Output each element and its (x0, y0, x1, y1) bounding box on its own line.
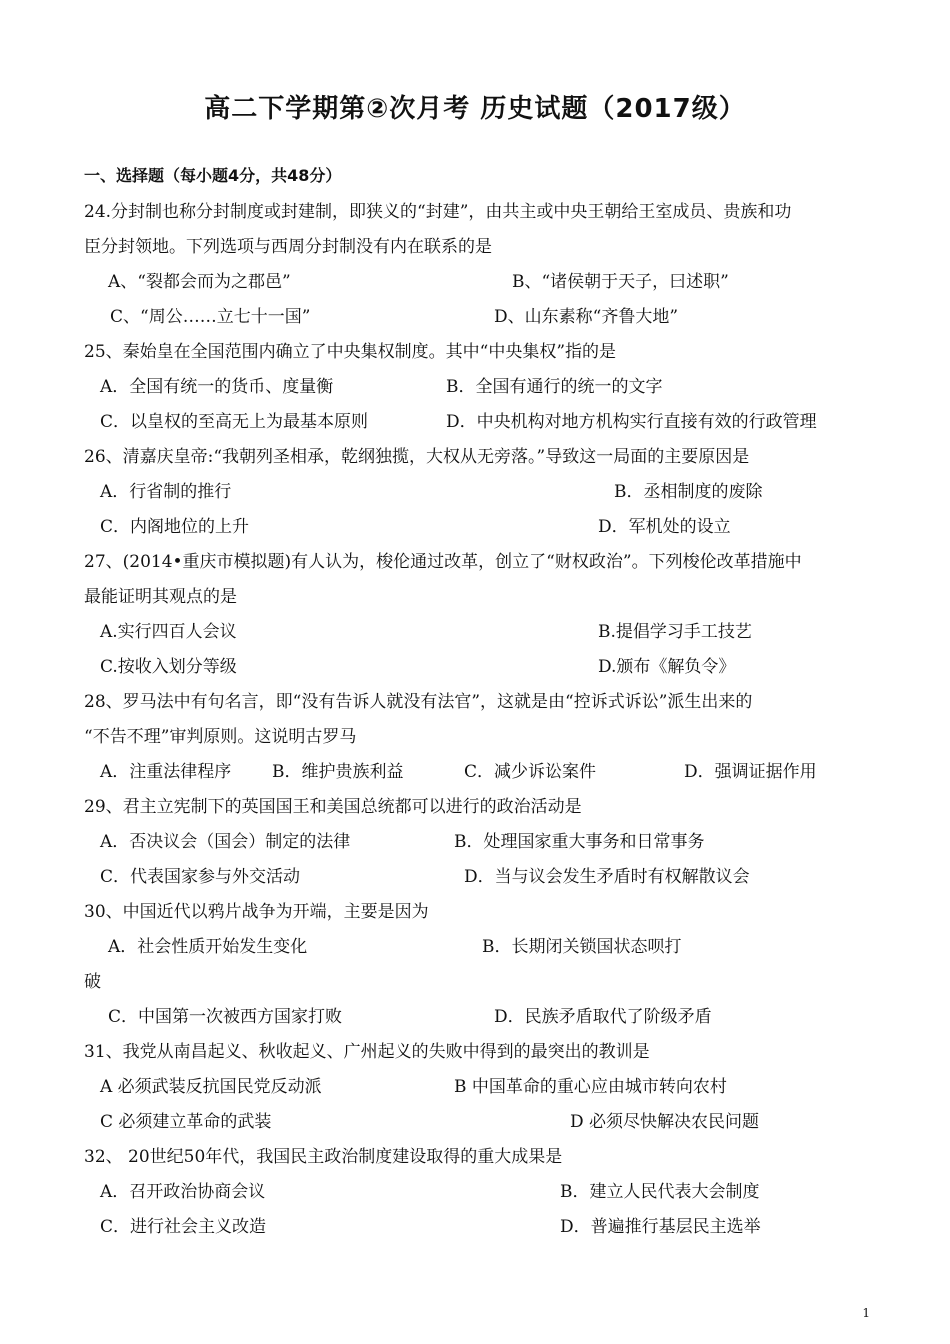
option: C.按收入划分等级 (100, 657, 237, 677)
option: C、“周公……立七十一国” (110, 307, 311, 327)
option: B 中国革命的重心应由城市转向农村 (454, 1077, 727, 1097)
question-stem: 31、我党从南昌起义、秋收起义、广州起义的失败中得到的最突出的教训是 (84, 1042, 650, 1062)
option: A．社会性质开始发生变化 (108, 937, 308, 957)
option: A．行省制的推行 (100, 482, 232, 502)
option: B．丞相制度的废除 (614, 482, 763, 502)
option: B．维护贵族利益 (272, 762, 404, 782)
option: B．全国有通行的统一的文字 (446, 377, 663, 397)
option: C．代表国家参与外交活动 (100, 867, 301, 887)
option: B、“诸侯朝于天子，曰述职” (512, 272, 729, 292)
option: A．注重法律程序 (100, 762, 232, 782)
option: D．强调证据作用 (684, 762, 817, 782)
question-stem: 32、 20世纪50年代，我国民主政治制度建设取得的重大成果是 (84, 1147, 563, 1167)
question-stem: 30、中国近代以鸦片战争为开端，主要是因为 (84, 902, 429, 922)
option-wrap: 破 (84, 972, 101, 992)
question-stem: 29、君主立宪制下的英国国王和美国总统都可以进行的政治活动是 (84, 797, 582, 817)
option: A、“裂都会而为之郡邑” (108, 272, 291, 292)
option: D．普遍推行基层民主选举 (560, 1217, 761, 1237)
option: B．长期闭关锁国状态呗打 (482, 937, 682, 957)
option: D.颁布《解负令》 (598, 657, 736, 677)
option: A.实行四百人会议 (100, 622, 237, 642)
option: D、山东素称“齐鲁大地” (494, 307, 679, 327)
option: C 必须建立革命的武装 (100, 1112, 272, 1132)
option: B．建立人民代表大会制度 (560, 1182, 760, 1202)
option: C．减少诉讼案件 (464, 762, 597, 782)
option: B.提倡学习手工技艺 (598, 622, 752, 642)
question-stem: 27、(2014•重庆市模拟题)有人认为，梭伦通过改革，创立了“财权政治”。下列梭伦改革措施中 (84, 552, 802, 572)
option: D．当与议会发生矛盾时有权解散议会 (464, 867, 750, 887)
question-stem: 28、罗马法中有句名言，即“没有告诉人就没有法官”，这就是由“控诉式诉讼”派生出来的 (84, 692, 753, 712)
page-title: 高二下学期第②次月考 历史试题（2017级） (204, 94, 746, 124)
question-stem: 最能证明其观点的是 (84, 587, 237, 607)
option: A．否决议会（国会）制定的法律 (100, 832, 351, 852)
question-stem: 26、清嘉庆皇帝:“我朝列圣相承，乾纲独揽，大权从无旁落。”导致这一局面的主要原因是 (84, 447, 750, 467)
option: C．以皇权的至高无上为最基本原则 (100, 412, 369, 432)
question-stem: “不告不理”审判原则。这说明古罗马 (84, 727, 357, 747)
question-stem: 臣分封领地。下列选项与西周分封制没有内在联系的是 (84, 237, 492, 257)
option: A．全国有统一的货币、度量衡 (100, 377, 334, 397)
option: B．处理国家重大事务和日常事务 (454, 832, 705, 852)
option: D．军机处的设立 (598, 517, 731, 537)
question-stem: 25、秦始皇在全国范围内确立了中央集权制度。其中“中央集权”指的是 (84, 342, 617, 362)
option: A 必须武装反抗国民党反动派 (100, 1077, 322, 1097)
question-stem: 24.分封制也称分封制度或封建制，即狭义的“封建”，由共主或中央王朝给王室成员、贵族和功 (84, 202, 792, 222)
option: D．民族矛盾取代了阶级矛盾 (494, 1007, 712, 1027)
option: C．内阁地位的上升 (100, 517, 250, 537)
option: C．进行社会主义改造 (100, 1217, 267, 1237)
option: A．召开政治协商会议 (100, 1182, 266, 1202)
option: D．中央机构对地方机构实行直接有效的行政管理 (446, 412, 817, 432)
section-heading: 一、选择题（每小题4分，共48分） (84, 166, 342, 185)
option: D 必须尽快解决农民问题 (570, 1112, 760, 1132)
page-number: 1 (862, 1306, 870, 1320)
option: C．中国第一次被西方国家打败 (108, 1007, 343, 1027)
